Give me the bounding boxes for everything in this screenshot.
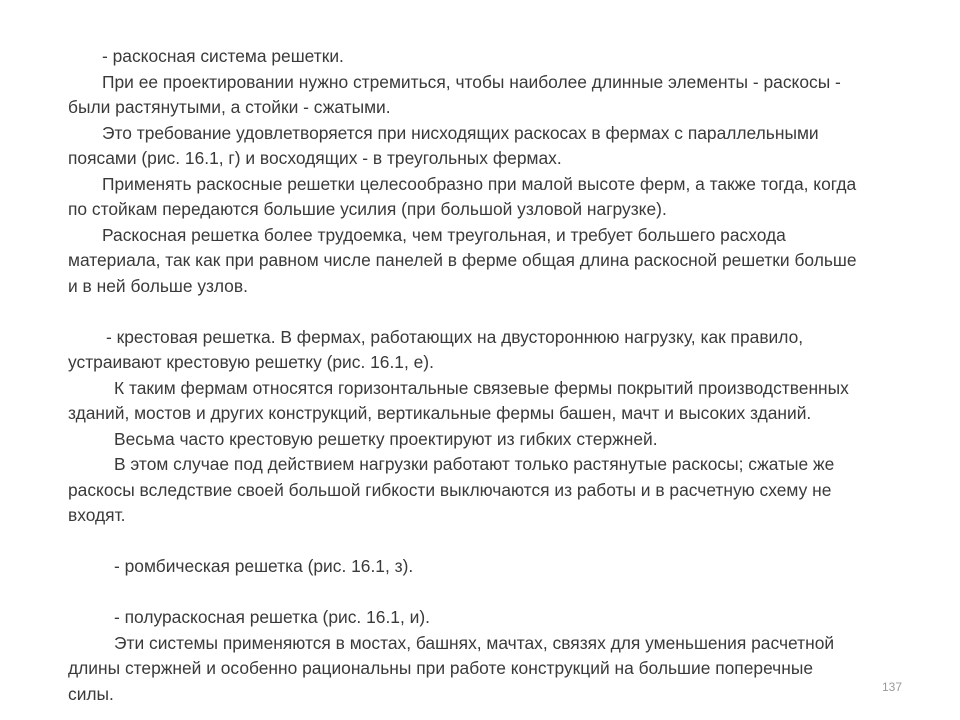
- text-line: длины стержней и особенно рациональны при работе конструкций на большие поперечные: [68, 658, 814, 678]
- text-line: Это требование удовлетворяется при нисходящих раскосах в фермах с параллельными: [102, 122, 819, 143]
- text-line: входят.: [68, 505, 126, 525]
- text-line: Эти системы применяются в мостах, башнях, мачтах, связях для уменьшения расчетной: [114, 632, 835, 653]
- text-line: силы.: [68, 683, 114, 704]
- paragraph-gap: [68, 529, 952, 555]
- paragraph-gap: [68, 580, 952, 606]
- text-line: по стойкам передаются большие усилия (при большой узловой нагрузке).: [68, 199, 667, 219]
- slide-text-body: [68, 44, 952, 707]
- text-line: - полураскосная решетка (рис. 16.1, и).: [114, 607, 430, 627]
- text-line: - раскосная система решетки.: [102, 46, 344, 66]
- text-line: Применять раскосные решетки целесообразно при малой высоте ферм, а также тогда, когда: [102, 173, 857, 194]
- text-line: В этом случае под действием нагрузки работают только растянутые раскосы; сжатые же: [114, 454, 835, 474]
- text-line: Весьма часто крестовую решетку проектируют из гибких стержней.: [114, 428, 658, 449]
- text-line: - крестовая решетка. В фермах, работающих на двустороннюю нагрузку, как правило,: [106, 326, 804, 347]
- text-line: были растянутыми, а стойки - сжатыми.: [68, 97, 391, 117]
- text-line: При ее проектировании нужно стремиться, чтобы наиболее длинные элементы - раскосы -: [102, 71, 841, 92]
- page-number: 137: [881, 680, 902, 694]
- text-line: К таким фермам относятся горизонтальные связевые фермы покрытий производственных: [114, 377, 849, 398]
- text-line: зданий, мостов и других конструкций, вертикальные фермы башен, мачт и высоких зданий.: [68, 403, 812, 423]
- text-line: и в ней больше узлов.: [68, 275, 248, 296]
- text-line: раскосы вследствие своей большой гибкости выключаются из работы и в расчетную схему не: [68, 479, 832, 500]
- text-line: Раскосная решетка более трудоемка, чем треугольная, и требует большего расхода: [102, 224, 786, 245]
- text-line: - ромбическая решетка (рис. 16.1, з).: [114, 556, 414, 576]
- text-line: устраивают крестовую решетку (рис. 16.1, е).: [68, 352, 434, 372]
- text-line: материала, так как при равном числе панелей в ферме общая длина раскосной решетки больше: [68, 250, 857, 270]
- text-line: поясами (рис. 16.1, г) и восходящих - в треугольных фермах.: [68, 148, 562, 168]
- paragraph-gap: [68, 299, 952, 325]
